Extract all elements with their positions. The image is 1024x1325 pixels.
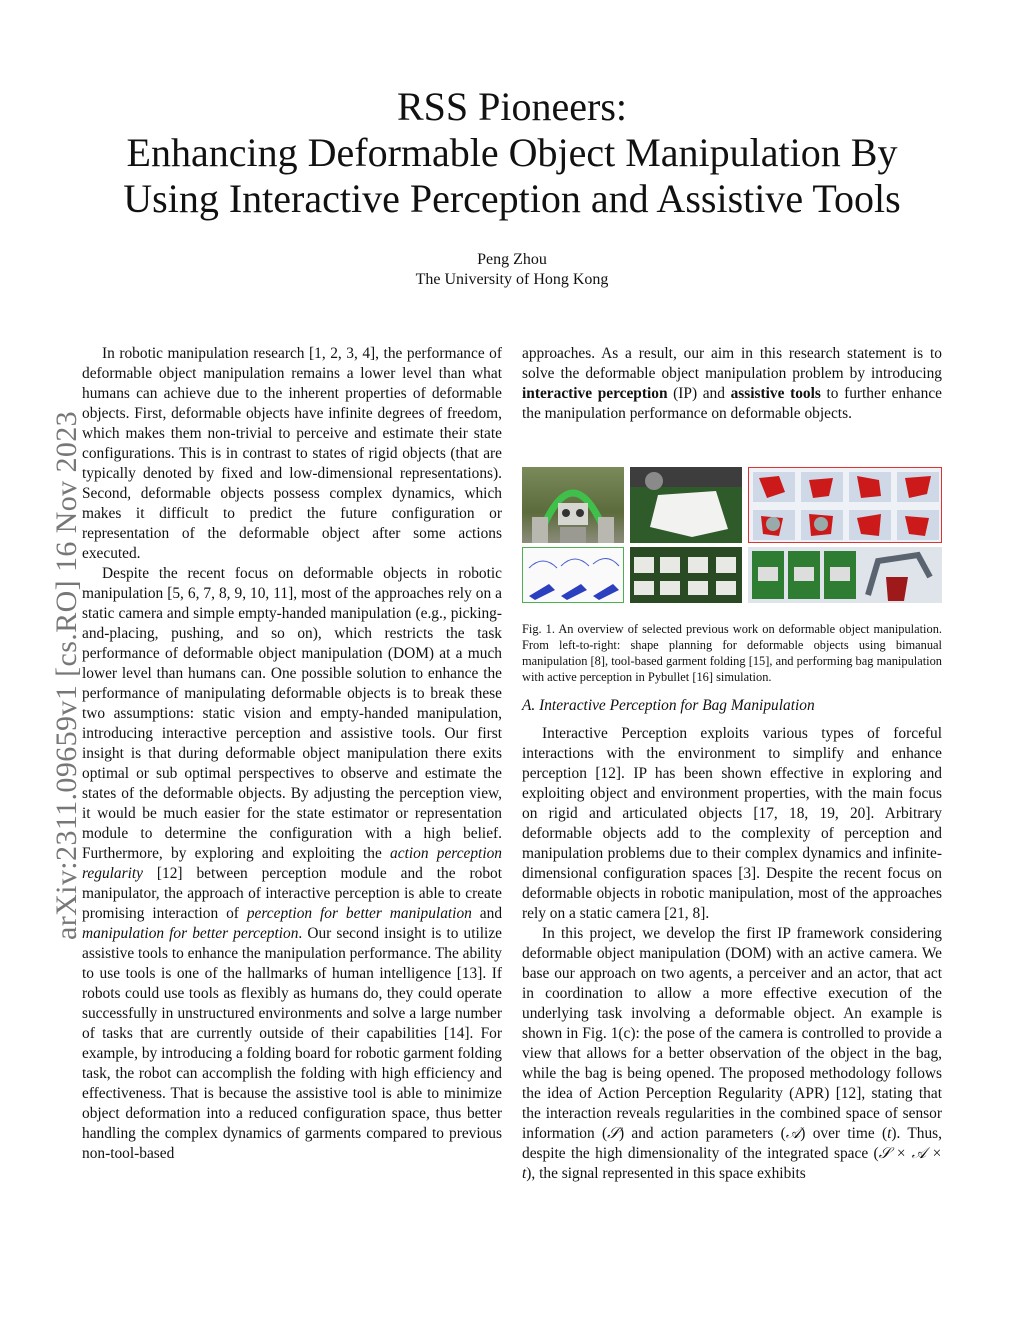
paragraph-intro: In robotic manipulation research [1, 2, 3, 4], the performance of deformable object manipulation remains a lower level than what humans can achieve due to the inherent properties of deformable objects. First, deformable objects have infinite degrees of freedom, which makes them non-trivial to perceive and estimate their state configurations. This is in contrast to states of rigid objects (that are typically denoted by fixed and low-dimensional representations). Second, deformable objects possess complex dynamics, which makes it difficult to predict the future configuration or representation of the deformable object after some actions executed. (82, 345, 502, 562)
shape-plot-illustration (523, 548, 624, 603)
title-line-2: Enhancing Deformable Object Manipulation By (126, 130, 898, 175)
robot-arm-illustration (748, 547, 942, 603)
figure-panel-folding-sequence (630, 547, 742, 603)
right-column-main (522, 724, 942, 1184)
section-heading: A. Interactive Perception for Bag Manipulation (522, 697, 815, 714)
author-name: Peng Zhou (477, 251, 547, 268)
figure-1 (522, 467, 942, 603)
paragraph-aim: approaches. As a result, our aim in this research statement is to solve the deformable object manipulation problem by introducing interactive perception (IP) and assistive tools to further enhance the manipulation performance on deformable objects. (522, 345, 942, 422)
figure-panel-garment-folding (630, 467, 742, 543)
right-column-top (522, 344, 942, 424)
paragraph-motivation: Despite the recent focus on deformable objects in robotic manipulation [5, 6, 7, 8, 9, 10, 11], most of the approaches rely on a static camera and simple empty-handed manipulation (e.g., picking-and-placing, pushing, and so on), which restricts the task performance of deformable object manipulation (DOM) at a much lower level than humans can. One possible solution to enhance the performance of manipulating deformable objects is to break these two assumptions: static vision and empty-handed manipulation, introducing interactive perception and assistive tools. Our first insight is that during deformable object manipulation there exits optimal or sub optimal perspectives to observe and estimate the states of the deformable objects. By adjusting the perception view, it would be much easier for the state estimator or representation module to determine the configuration with a high belief. Furthermore, by exploring and exploiting the action perception regularity [12] between perception module and the robot manipulator, the approach of interactive perception is able to create promising interaction of perception for better manipulation and manipulation for better perception. Our second insight is to utilize assistive tools to enhance the manipulation performance. The ability to use tools is one of the hallmarks of human intelligence [13]. If robots could use tools as flexibly as humans do, they could operate successfully in unstructured environments and solve a large number of tasks that are currently outside of their capabilities [14]. For example, by introducing a folding board for robotic garment folding task, the robot can accomplish the folding with high efficiency and effectiveness. That is because the assistive tool is able to minimize object deformation into a reduced configuration space, thus better handling the complex dynamics of garments compared to previous non-tool-based (82, 565, 503, 1162)
title-line-3: Using Interactive Perception and Assistive Tools (123, 176, 901, 221)
left-column (82, 344, 502, 1164)
simulation-grid-illustration (749, 468, 942, 543)
figure-1-caption: Fig. 1. An overview of selected previous work on deformable object manipulation. From left-to-right: shape planning for deformable objects using bimanual manipulation [8], tool-based garment folding [15], and performing bag manipulation with active perception in Pybullet [16] simulation. (522, 622, 942, 684)
title-line-1: RSS Pioneers: (396, 84, 628, 129)
folding-board-illustration (630, 467, 742, 543)
figure-panel-bag-simulation (748, 467, 942, 543)
author-block (0, 250, 1024, 290)
robot-illustration (522, 467, 624, 543)
paper-title (60, 84, 964, 222)
figure-panel-shape-planning (522, 547, 624, 603)
arxiv-identifier: arXiv:2311.09659v1 [cs.RO] 16 Nov 2023 (50, 410, 83, 940)
paragraph-ip-framework: In this project, we develop the first IP framework considering deformable object manipulation (DOM) with an active camera. We base our approach on two agents, a perceiver and an actor, that act in coordination to allow a more effective execution of the underlying task involving a deformable object. An example is shown in Fig. 1(c): the pose of the camera is controlled to provide a view that allows for a better observation of the object in the bag, while the bag is being opened. The proposed methodology follows the idea of Action Perception Regularity (APR) [12], stating that the interaction reveals regularities in the combined space of sensor information (𝒮) and action parameters (𝒜) over time (t). Thus, despite the high dimensionality of the integrated space (𝒮 × 𝒜 × t), the signal represented in this space exhibits (522, 925, 942, 1182)
folding-sequence-illustration (630, 547, 742, 603)
paragraph-ip-overview: Interactive Perception exploits various types of forceful interactions with the environment to simplify and enhance perception [12]. IP has been shown effective in exploring and exploiting object and environment properties, with the main focus on rigid and articulated objects [17, 18, 19, 20]. Arbitrary deformable objects add to the complexity of perception and manipulation problems due to their complex dynamics and infinite-dimensional configuration spaces [3]. Despite the recent focus on deformable objects in robotic manipulation, most of the approaches rely on a static camera [21, 8]. (522, 725, 942, 922)
author-affiliation: The University of Hong Kong (415, 271, 609, 288)
figure-panel-robot-photo (522, 467, 624, 543)
figure-panel-bag-manipulation (748, 547, 942, 603)
